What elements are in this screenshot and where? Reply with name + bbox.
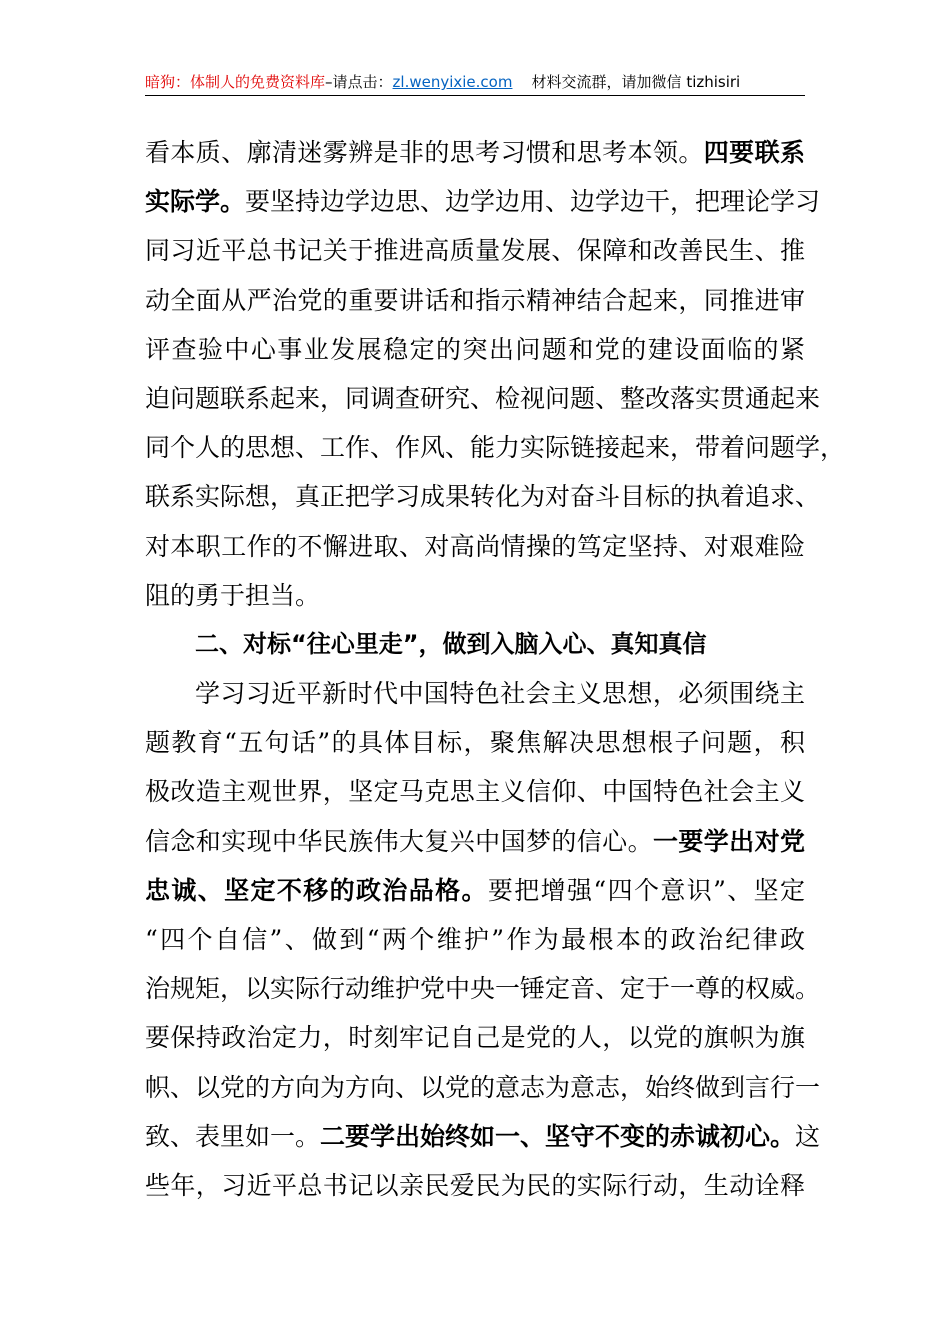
section-heading: 二、对标“往心里走”，做到入脑入心、真知真信 bbox=[195, 629, 707, 658]
paragraph-line: 致、表里如一。二要学出始终如一、坚守不变的赤诚初心。这 bbox=[145, 1121, 821, 1151]
paragraph-line: 学习习近平新时代中国特色社会主义思想，必须围绕主 bbox=[195, 679, 805, 709]
paragraph-line: 看本质、廓清迷雾辨是非的思考习惯和思考本领。四要联系 bbox=[145, 138, 805, 167]
header-brand: 暗狗：体制人的免费资料库 bbox=[145, 73, 326, 91]
paragraph-line: 实际学。要坚持边学边思、边学边用、边学边干，把理论学习 bbox=[145, 187, 821, 217]
header-link[interactable]: zl.wenyixie.com bbox=[392, 73, 513, 91]
paragraph-line: 信念和实现中华民族伟大复兴中国梦的信心。一要学出对党 bbox=[145, 826, 805, 856]
header-divider bbox=[145, 95, 805, 96]
paragraph-line: 忠诚、坚定不移的政治品格。要把增强“四个意识”、坚定 bbox=[145, 875, 805, 905]
paragraph-line: 动全面从严治党的重要讲话和指示精神结合起来，同推进审 bbox=[145, 285, 805, 315]
paragraph-line: 迫问题联系起来，同调查研究、检视问题、整改落实贯通起来 bbox=[145, 383, 821, 413]
paragraph-line: 些年，习近平总书记以亲民爱民为民的实际行动，生动诠释 bbox=[145, 1170, 805, 1200]
paragraph-line: 要保持政治定力，时刻牢记自己是党的人，以党的旗帜为旗 bbox=[145, 1023, 805, 1053]
paragraph-line: 极改造主观世界，坚定马克思主义信仰、中国特色社会主义 bbox=[145, 777, 805, 807]
header-click-prompt: –请点击： bbox=[325, 73, 393, 91]
document-body bbox=[145, 128, 846, 1210]
paragraph-line: 帜、以党的方向为方向、以党的意志为意志，始终做到言行一 bbox=[145, 1072, 821, 1102]
paragraph-line: 阻的勇于担当。 bbox=[145, 580, 321, 610]
paragraph-line: 治规矩，以实际行动维护党中央一锤定音、定于一尊的权威。 bbox=[145, 974, 821, 1004]
paragraph-line: 对本职工作的不懈进取、对高尚情操的笃定坚持、对艰难险 bbox=[145, 531, 805, 561]
paragraph-line: “四个自信”、做到“两个维护”作为最根本的政治纪律政 bbox=[145, 925, 805, 954]
header-group-text: 材料交流群，请加微信 tizhisiri bbox=[531, 73, 741, 91]
paragraph-line: 评查验中心事业发展稳定的突出问题和党的建设面临的紧 bbox=[145, 334, 805, 364]
paragraph-line: 联系实际想，真正把学习成果转化为对奋斗目标的执着追求、 bbox=[145, 482, 821, 512]
paragraph-line: 题教育“五句话”的具体目标，聚焦解决思想根子问题，积 bbox=[145, 728, 805, 758]
page-header bbox=[145, 72, 805, 92]
paragraph-line: 同习近平总书记关于推进高质量发展、保障和改善民生、推 bbox=[145, 236, 805, 266]
paragraph-line: 同个人的思想、工作、作风、能力实际链接起来，带着问题学， bbox=[145, 433, 846, 463]
